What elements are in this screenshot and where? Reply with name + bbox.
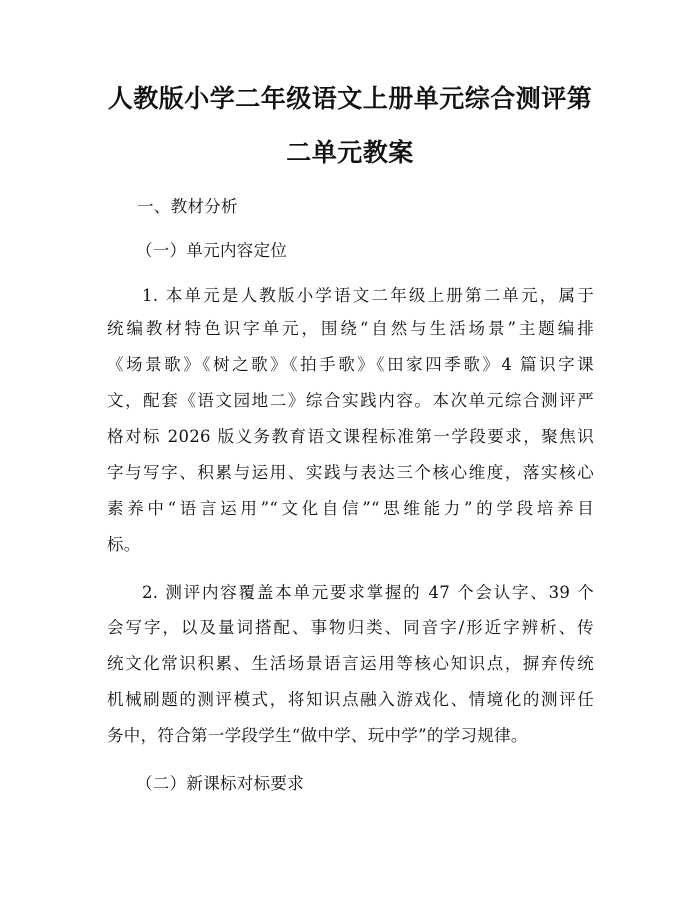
paragraph-2-line: 统文化常识积累、生活场景语言运用等核心知识点，摒弃传统 — [107, 654, 594, 673]
paragraph-1-line: 标。 — [107, 535, 141, 554]
subsection-heading-unit-positioning: （一）单元内容定位 — [136, 241, 288, 260]
paragraph-1-line: 格对标 2026 版义务教育语文课程标准第一学段要求，聚焦识 — [107, 427, 594, 446]
paragraph-2-line: 务中，符合第一学段学生“做中学、玩中学”的学习规律。 — [107, 726, 528, 745]
paragraph-2-line: 2. 测评内容覆盖本单元要求掌握的 47 个会认字、39 个 — [142, 583, 594, 602]
paragraph-1-line: 《场景歌》《树之歌》《拍手歌》《田家四季歌》4 篇识字课 — [107, 355, 594, 374]
section-heading-teaching-material-analysis: 一、教材分析 — [137, 197, 238, 216]
paragraph-1-line: 素养中“语言运用”“文化自信”“思维能力”的学段培养目 — [107, 499, 594, 518]
subsection-heading-curriculum-standards: （二）新课标对标要求 — [136, 774, 304, 793]
paragraph-1-line: 统编教材特色识字单元，围绕“自然与生活场景”主题编排 — [107, 319, 594, 338]
document-title-line-2: 二单元教案 — [286, 138, 414, 167]
document-title-line-1: 人教版小学二年级语文上册单元综合测评第 — [107, 84, 593, 113]
paragraph-2-line: 机械刷题的测评模式，将知识点融入游戏化、情境化的测评任 — [107, 690, 594, 709]
paragraph-1-line: 1. 本单元是人教版小学语文二年级上册第二单元，属于 — [142, 286, 594, 305]
paragraph-2-line: 会写字，以及量词搭配、事物归类、同音字/形近字辨析、传 — [107, 618, 594, 637]
paragraph-1-line: 字与写字、积累与运用、实践与表达三个核心维度，落实核心 — [107, 463, 594, 482]
paragraph-1-line: 文，配套《语文园地二》综合实践内容。本次单元综合测评严 — [107, 391, 594, 410]
